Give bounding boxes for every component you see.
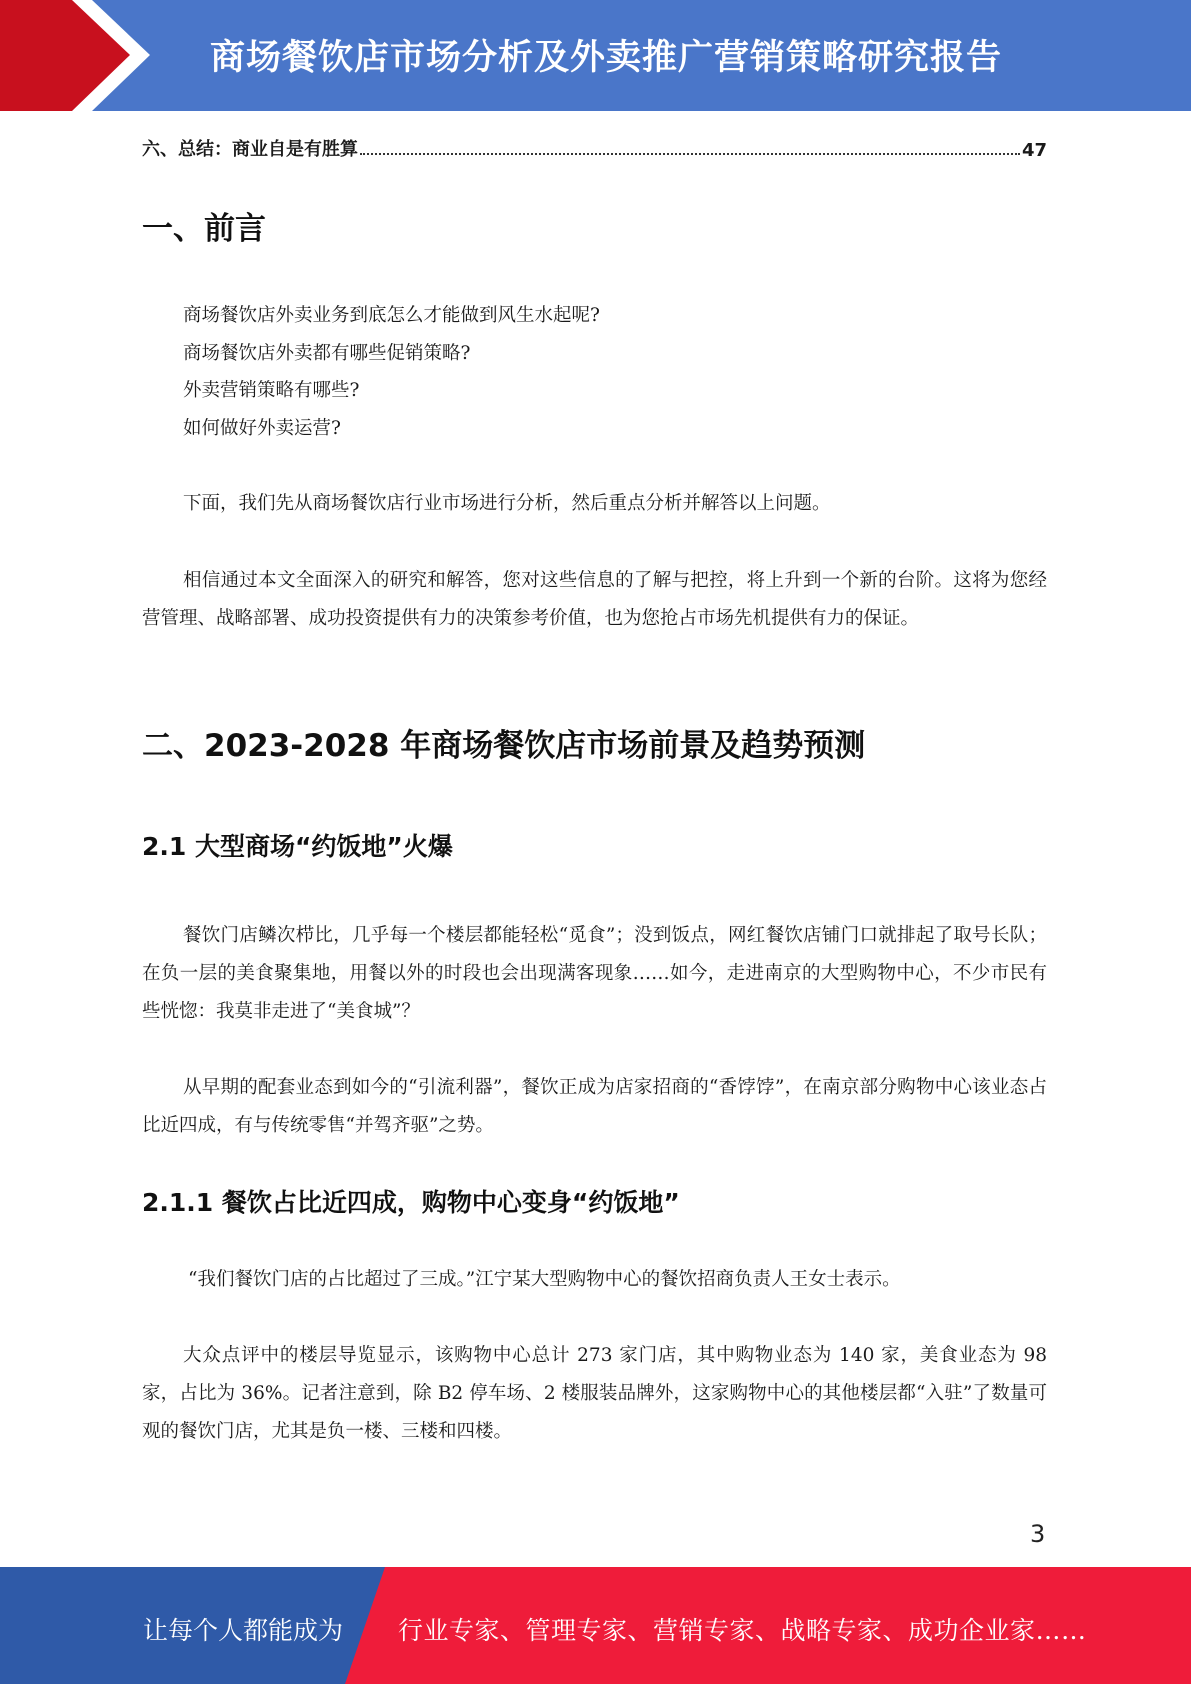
subsection-2-1-1-paragraph-2: 大众点评中的楼层导览显示，该购物中心总计 273 家门店，其中购物业态为 140 家，美食业态为 98 家，占比为 36%。记者注意到，除 B2 停车场、2 楼服装品牌外，这家购物中心的其他楼层都“入驻”了数量可观的餐饮门店，尤其是负一楼、三楼和四楼。 (142, 1345, 1047, 1442)
document-title: 商场餐饮店市场分析及外卖推广营销策略研究报告 (210, 38, 1003, 78)
footer-slogan-right: 行业专家、管理专家、营销专家、战略专家、成功企业家…… (398, 1616, 1087, 1645)
toc-entry-label: 六、总结：商业自是有胜算 (142, 139, 358, 160)
toc-leader-dots (360, 153, 1020, 155)
preface-paragraph-1: 下面，我们先从商场餐饮店行业市场进行分析，然后重点分析并解答以上问题。 (183, 493, 831, 514)
question-4: 如何做好外卖运营? (183, 418, 341, 439)
footer-banner (0, 1567, 1191, 1684)
preface-paragraph-2: 相信通过本文全面深入的研究和解答，您对这些信息的了解与把控，将上升到一个新的台阶。这将为您经营管理、战略部署、成功投资提供有力的决策参考价值，也为您抢占市场先机提供有力的保证。 (142, 570, 1047, 629)
section-heading-preface: 一、前言 (142, 211, 266, 247)
subsection-2-1-1-paragraph-1: “我们餐饮门店的占比超过了三成。”江宁某大型购物中心的餐饮招商负责人王女士表示。 (188, 1269, 901, 1290)
header-banner (0, 0, 1191, 111)
footer-slogan-left: 让每个人都能成为 (143, 1616, 344, 1645)
section-heading-forecast: 二、2023-2028 年商场餐饮店市场前景及趋势预测 (142, 728, 866, 764)
toc-entry-page: 47 (1021, 140, 1047, 161)
subsection-heading-2-1-1: 2.1.1 餐饮占比近四成，购物中心变身“约饭地” (142, 1188, 680, 1217)
toc-entry[interactable] (142, 131, 1047, 161)
page-number: 3 (1030, 1520, 1046, 1548)
subsection-2-1-paragraph-1: 餐饮门店鳞次栉比，几乎每一个楼层都能轻松“觅食”；没到饭点，网红餐饮店铺门口就排起了取号长队；在负一层的美食聚集地，用餐以外的时段也会出现满客现象……如今，走进南京的大型购物中心，不少市民有些恍惚：我莫非走进了“美食城”？ (142, 925, 1047, 1022)
subsection-2-1-paragraph-2: 从早期的配套业态到如今的“引流利器”，餐饮正成为店家招商的“香饽饽”，在南京部分购物中心该业态占比近四成，有与传统零售“并驾齐驱”之势。 (142, 1077, 1047, 1136)
question-3: 外卖营销策略有哪些? (183, 380, 360, 401)
question-2: 商场餐饮店外卖都有哪些促销策略? (183, 343, 471, 364)
subsection-heading-2-1: 2.1 大型商场“约饭地”火爆 (142, 832, 453, 861)
question-1: 商场餐饮店外卖业务到底怎么才能做到风生水起呢? (183, 305, 600, 326)
